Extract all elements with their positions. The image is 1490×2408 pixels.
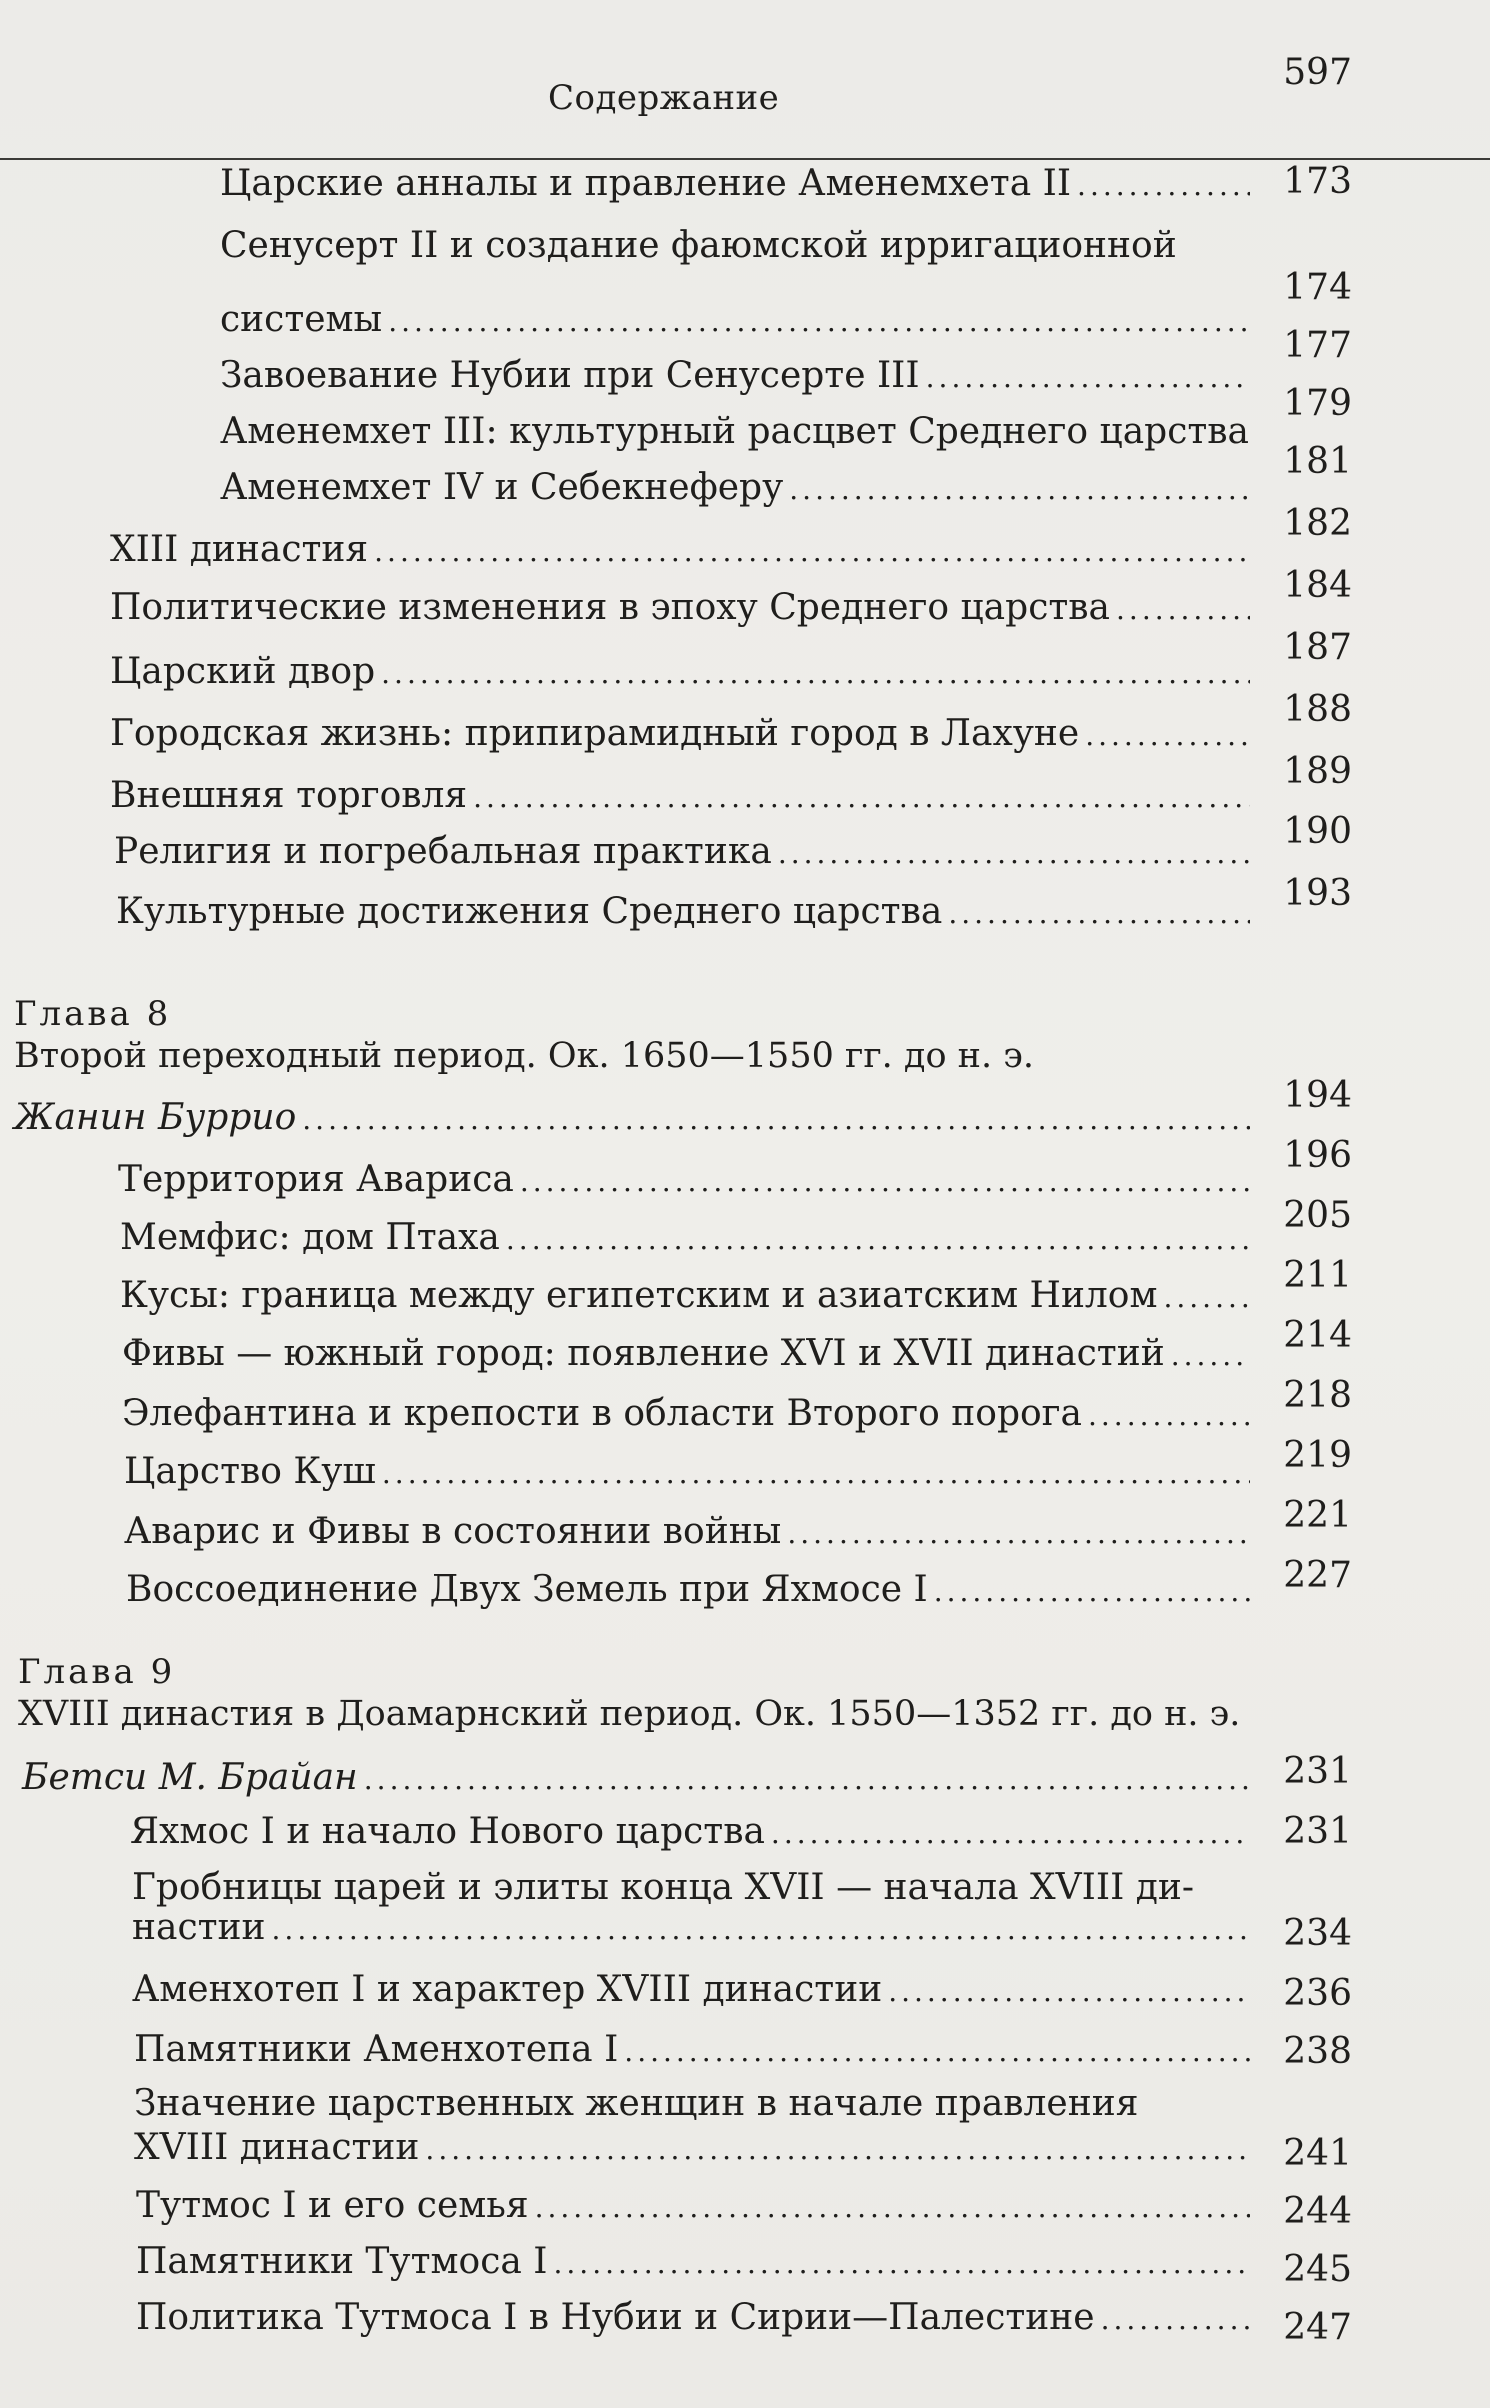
toc-entry-page: 231 [1283, 1751, 1352, 1792]
toc-entry-page: 244 [1283, 2191, 1352, 2232]
leader-dots [1101, 2296, 1250, 2344]
leader-dots [272, 1906, 1250, 1954]
toc-entry-page: 182 [1283, 503, 1352, 544]
toc-entry-page: 227 [1283, 1555, 1352, 1596]
toc-entry-page: 247 [1283, 2307, 1352, 2348]
leader-dots [778, 830, 1250, 878]
leader-dots [388, 298, 1250, 346]
leader-dots [425, 2126, 1250, 2174]
leader-dots [382, 1450, 1250, 1498]
toc-entry-page: 193 [1283, 873, 1352, 914]
toc-entry-text: Аменемхет IV и Себекнеферу [220, 467, 784, 508]
leader-dots [1163, 1274, 1250, 1322]
toc-entry [136, 2182, 1260, 2232]
toc-entry [118, 1156, 1260, 1206]
toc-entry [136, 2294, 1260, 2344]
leader-dots [888, 1968, 1250, 2016]
toc-entry-page: 184 [1283, 565, 1352, 606]
toc-entry-text-line1: Сенусерт II и создание фаюмской ирригационной [220, 225, 1177, 266]
toc-entry-page: 221 [1283, 1495, 1352, 1536]
leader-dots [506, 1216, 1250, 1264]
toc-entry-page: 181 [1283, 441, 1352, 482]
toc-entry-text: Внешняя торговля [110, 775, 468, 816]
leader-dots [948, 890, 1250, 938]
toc-entry [126, 1566, 1260, 1616]
toc-entry-page: 236 [1283, 1973, 1352, 2014]
toc-author-entry [14, 1094, 1260, 1144]
leader-dots [473, 774, 1250, 822]
toc-entry [122, 1390, 1260, 1440]
leader-dots [1077, 162, 1250, 210]
leader-dots [381, 650, 1250, 698]
toc-entry-page: 174 [1283, 267, 1352, 308]
toc-entry-text: Культурные достижения Среднего царства [116, 891, 943, 932]
chapter-label: Глава 8 [14, 994, 172, 1034]
toc-entry [120, 1272, 1260, 1322]
toc-entry-page: 231 [1283, 1811, 1352, 1852]
toc-entry-page: 190 [1283, 811, 1352, 852]
toc-entry-text: Памятники Тутмоса I [136, 2241, 548, 2282]
leader-dots [520, 1158, 1250, 1206]
toc-entry [132, 1966, 1260, 2016]
toc-entry [134, 2124, 1260, 2174]
leader-dots [771, 1810, 1250, 1858]
toc-entry [110, 584, 1260, 634]
toc-entry-text: Элефантина и крепости в области Второго порога [122, 1393, 1082, 1434]
toc-author-entry [22, 1754, 1260, 1804]
leader-dots [374, 528, 1250, 576]
toc-entry-page: 214 [1283, 1315, 1352, 1356]
toc-entry-text-line1: Гробницы царей и элиты конца XVII — начала XVIII ди- [132, 1867, 1195, 1908]
toc-entry [220, 408, 1260, 458]
toc-entry-page: 238 [1283, 2031, 1352, 2072]
toc-entry [120, 1214, 1260, 1264]
toc-entry-text: Политика Тутмоса I в Нубии и Сирии—Палестине [136, 2297, 1095, 2338]
toc-entry-text-line1: Значение царственных женщин в начале правления [134, 2083, 1139, 2124]
toc-entry-page: 205 [1283, 1195, 1352, 1236]
chapter-label: Глава 9 [18, 1652, 176, 1692]
toc-entry-text-line2: XVIII династии [134, 2127, 420, 2168]
toc-entry-page: 196 [1283, 1135, 1352, 1176]
chapter-title: XVIII династия в Доамарнский период. Ок. 1550—1352 гг. до н. э. [18, 1694, 1241, 1734]
leader-dots [934, 1568, 1250, 1616]
toc-entry-text: XIII династия [110, 529, 369, 570]
leader-dots [926, 354, 1250, 402]
toc-entry-text: Царские анналы и правление Аменемхета II [220, 163, 1072, 204]
toc-entry [122, 1330, 1260, 1380]
toc-entry-text: Царство Куш [124, 1451, 376, 1492]
toc-entry [220, 464, 1260, 514]
toc-entry [124, 1448, 1260, 1498]
running-title: Содержание [548, 78, 780, 118]
chapter-author: Жанин Буррио [14, 1097, 297, 1138]
leader-dots [1116, 586, 1250, 634]
toc-entry-text: Яхмос I и начало Нового царства [130, 1811, 765, 1852]
toc-entry [220, 352, 1260, 402]
leader-dots [1171, 1332, 1250, 1380]
toc-entry [134, 2026, 1260, 2076]
leader-dots [302, 1096, 1250, 1144]
chapter-author: Бетси М. Брайан [22, 1757, 358, 1798]
toc-entry-page: 189 [1283, 751, 1352, 792]
toc-entry-text: Кусы: граница между египетским и азиатским Нилом [120, 1275, 1158, 1316]
toc-entry-text-line2: системы [220, 299, 383, 340]
toc-entry-text: Аменхотеп I и характер XVIII династии [132, 1969, 883, 2010]
toc-entry-text: Воссоединение Двух Земель при Яхмосе I [126, 1569, 928, 1610]
toc-entry-text: Памятники Аменхотепа I [134, 2029, 619, 2070]
leader-dots [787, 1510, 1250, 1558]
toc-entry [110, 772, 1260, 822]
toc-entry [132, 1904, 1260, 1954]
toc-entry [110, 648, 1260, 698]
leader-dots [1085, 712, 1250, 760]
toc-entry-page: 219 [1283, 1435, 1352, 1476]
toc-entry [116, 888, 1260, 938]
leader-dots [554, 2240, 1251, 2288]
toc-entry-text: Религия и погребальная практика [114, 831, 772, 872]
page-number: 597 [1283, 52, 1352, 93]
chapter-title: Второй переходный период. Ок. 1650—1550 гг. до н. э. [14, 1036, 1034, 1076]
toc-entry-text: Тутмос I и его семья [136, 2185, 529, 2226]
leader-dots [535, 2184, 1250, 2232]
leader-dots [364, 1756, 1250, 1804]
toc-entry-page: 187 [1283, 627, 1352, 668]
toc-entry [110, 526, 1260, 576]
toc-entry-text: Фивы — южный город: появление XVI и XVII династий [122, 1333, 1165, 1374]
toc-entry-text: Царский двор [110, 651, 376, 692]
toc-entry-text: Городская жизнь: припирамидный город в Лахуне [110, 713, 1080, 754]
toc-entry-page: 188 [1283, 689, 1352, 730]
toc-entry-page: 194 [1283, 1075, 1352, 1116]
toc-entry-page: 241 [1283, 2133, 1352, 2174]
toc-entry-page: 218 [1283, 1375, 1352, 1416]
toc-entry-text: Аменемхет III: культурный расцвет Среднего царства [220, 411, 1250, 452]
toc-entry-page: 177 [1283, 325, 1352, 366]
toc-entry [124, 1508, 1260, 1558]
toc-entry [130, 1808, 1260, 1858]
leader-dots [789, 466, 1250, 514]
toc-entry [136, 2238, 1260, 2288]
toc-entry-text: Мемфис: дом Птаха [120, 1217, 500, 1258]
toc-entry-text: Аварис и Фивы в состоянии войны [124, 1511, 782, 1552]
toc-entry-page: 211 [1283, 1255, 1352, 1296]
leader-dots [1088, 1392, 1250, 1440]
toc-entry-text: Политические изменения в эпоху Среднего царства [110, 587, 1111, 628]
toc-entry [114, 828, 1260, 878]
toc-entry-page: 173 [1283, 161, 1352, 202]
toc-entry-text-line2: настии [132, 1907, 266, 1948]
toc-entry-page: 245 [1283, 2249, 1352, 2290]
toc-entry-page: 179 [1283, 383, 1352, 424]
toc-entry [220, 296, 1260, 346]
toc-entry [220, 160, 1260, 210]
toc-entry-page: 234 [1283, 1913, 1352, 1954]
toc-entry [110, 710, 1260, 760]
toc-entry-text: Территория Авариса [118, 1159, 514, 1200]
toc-entry-text: Завоевание Нубии при Сенусерте III [220, 355, 920, 396]
leader-dots [624, 2028, 1250, 2076]
